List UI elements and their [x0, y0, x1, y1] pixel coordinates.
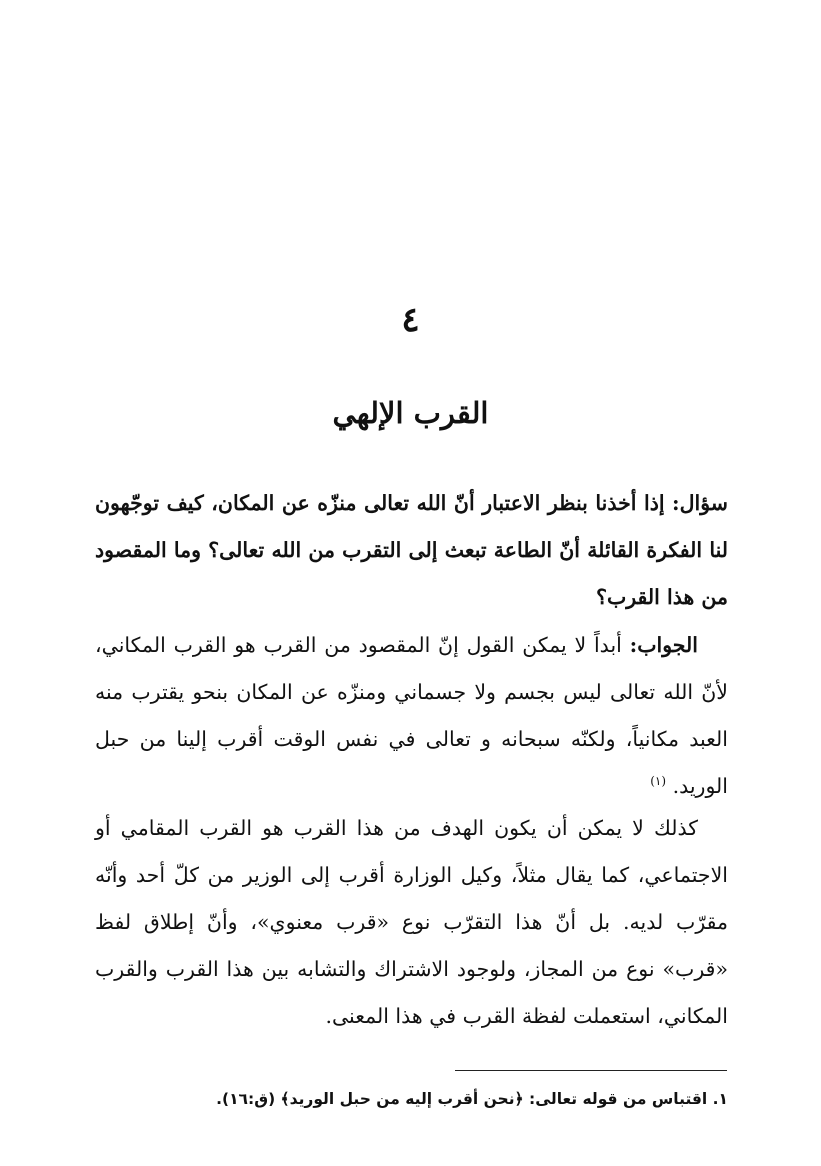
paragraph-text: كذلك لا يمكن أن يكون الهدف من هذا القرب هو القرب المقامي أو الاجتماعي، كما يقال مثلاً، وكيل الوزارة أقرب إلى الوزير من كلّ أحد وأنّه مقرّب لديه. بل أنّ هذا التقرّب نوع «قرب معنوي»، وأنّ إطلاق لفظ «قرب» نوع من المجاز، ولوجود الاشتراك والتشابه بين هذا القرب والقرب المكاني، استعملت لفظة القرب في هذا المعنى.	[95, 816, 728, 1028]
chapter-number: ٤	[401, 300, 420, 340]
footnote: ١. اقتباس من قوله تعالى: ﴿نحن أقرب إليه من حبل الوريد﴾ (ق:١٦).	[216, 1090, 728, 1108]
answer-text: أبداً لا يمكن القول إنّ المقصود من القرب هو القرب المكاني، لأنّ الله تعالى ليس بجسم ولا جسماني ومنزّه عن المكان بنحو يقترب منه العبد مكانياً، ولكنّه سبحانه و تعالى في نفس الوقت أقرب إلينا من حبل الوريد.	[95, 633, 728, 798]
answer-label: الجواب:	[629, 633, 698, 657]
body-paragraph	[95, 805, 728, 1040]
answer-paragraph	[95, 622, 728, 810]
chapter-title: القرب الإلهي	[332, 396, 489, 430]
question-text: سؤال: إذا أخذنا بنظر الاعتبار أنّ الله تعالى منزّه عن المكان، كيف توجّهون لنا الفكرة القائلة أنّ الطاعة تبعث إلى التقرب من الله تعالى؟ وما المقصود من هذا القرب؟	[95, 491, 728, 609]
footnote-reference: (١)	[650, 774, 667, 789]
question-paragraph	[95, 480, 728, 621]
footnote-divider	[455, 1070, 727, 1071]
